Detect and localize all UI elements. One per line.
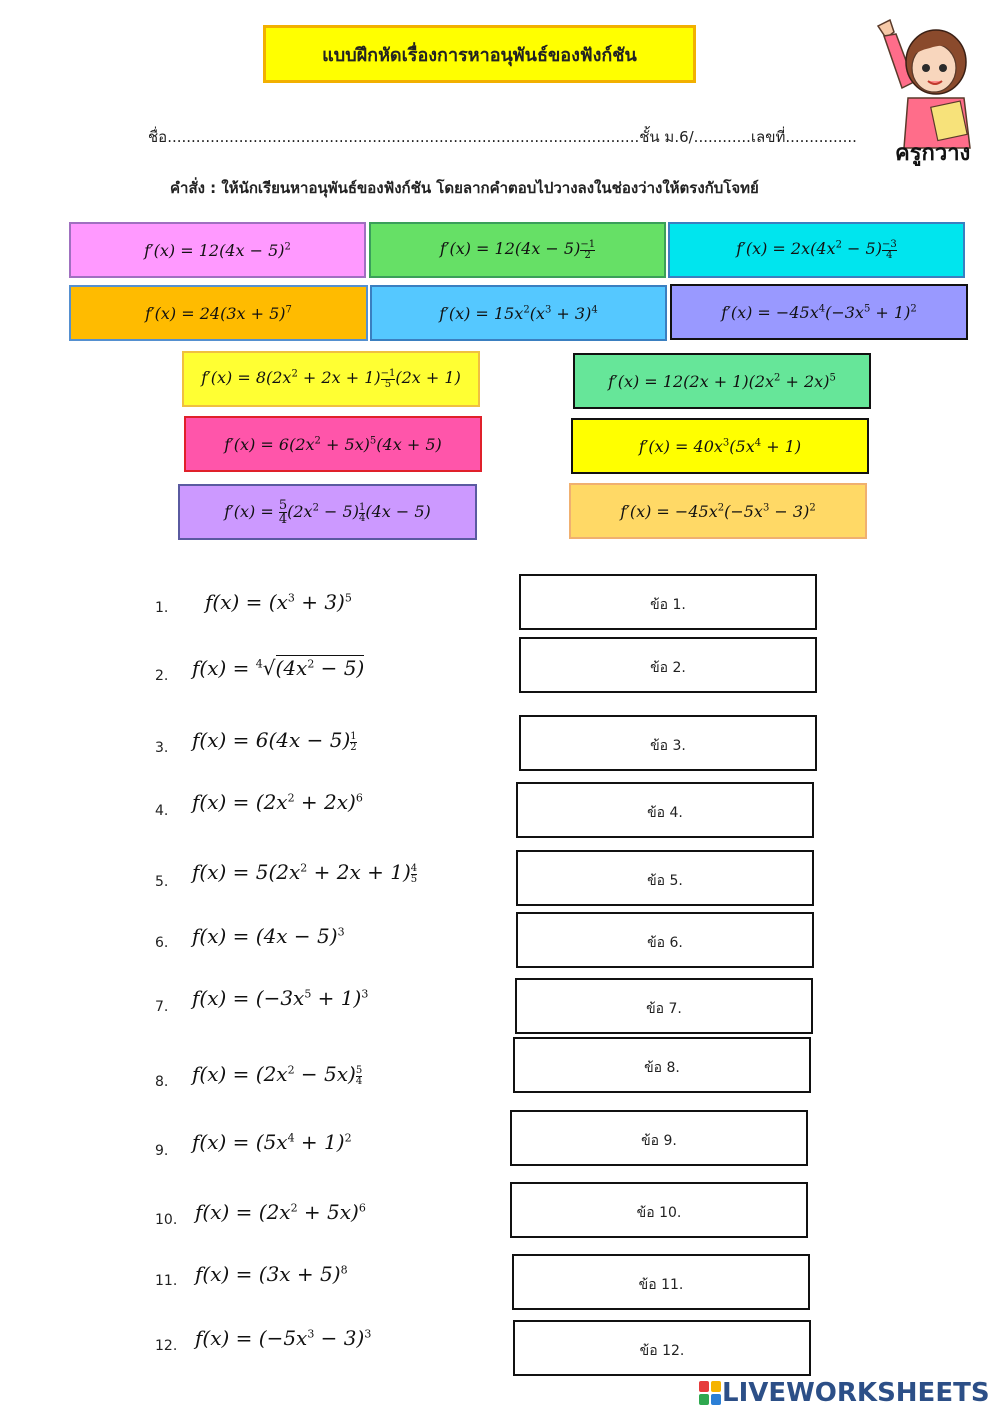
answer-drop-slot[interactable] <box>510 1110 808 1166</box>
slot-label: ข้อ 8. <box>644 1060 680 1076</box>
question-number: 11. <box>155 1273 178 1289</box>
question-number: 1. <box>155 600 169 616</box>
slot-label: ข้อ 1. <box>650 597 686 613</box>
answer-drop-slot[interactable] <box>519 715 817 771</box>
question-number: 7. <box>155 999 169 1015</box>
question-function: $f(x) = (2x^2 + 5x)^6$ <box>195 1200 366 1224</box>
answer-drop-slot[interactable] <box>510 1182 808 1238</box>
question-number: 2. <box>155 668 169 684</box>
question-function: $f(x) = (4x - 5)^3$ <box>192 924 345 948</box>
answer-drop-slot[interactable] <box>513 1037 811 1093</box>
question-function: $f(x) = (x^3 + 3)^5$ <box>205 590 352 614</box>
answer-card[interactable] <box>670 284 968 340</box>
answer-drop-slot[interactable] <box>516 912 814 968</box>
liveworksheets-logo-icon <box>698 1380 722 1406</box>
question-function: f(x) = 6(4x − 5) $\frac{1}{2}$ <box>192 728 357 754</box>
question-function: $f(x) = (2x^2 - 5x)$ $\frac{5}{4}$ <box>192 1062 363 1088</box>
question-number: 8. <box>155 1074 169 1090</box>
slot-label: ข้อ 9. <box>641 1133 677 1149</box>
answer-card-formula: f′(x) = 12(4x − 5) $\frac{-1}{2}$ <box>439 238 596 262</box>
question-function: $f(x) = (5x^4 + 1)^2$ <box>192 1130 352 1154</box>
liveworksheets-logo <box>698 1378 990 1408</box>
answer-drop-slot[interactable] <box>519 574 817 630</box>
liveworksheets-logo-text: LIVEWORKSHEETS <box>722 1378 990 1408</box>
instruction-text: คำสั่ง : ให้นักเรียนหาอนุพันธ์ของฟังก์ชัน โดยลากคำตอบไปวางลงในช่องว่างให้ตรงกับโจทย์ <box>170 179 759 197</box>
question-function: $f(x) = ^4√(4x^2 - 5)$ <box>192 656 365 680</box>
answer-card-formula: $f'(x) = 6(2x^2 + 5x)^5(4x + 5)$ <box>224 434 442 454</box>
answer-card[interactable] <box>69 222 366 278</box>
question-function: $f(x) = 5(2x^2 + 2x + 1)$ $\frac{4}{5}$ <box>192 860 418 886</box>
answer-card[interactable] <box>573 353 871 409</box>
answer-card[interactable] <box>182 351 480 407</box>
worksheet-title: แบบฝึกหัดเรื่องการหาอนุพันธ์ของฟังก์ชัน <box>263 25 696 83</box>
answer-card[interactable] <box>369 222 666 278</box>
answer-card[interactable] <box>668 222 965 278</box>
answer-card-formula: $f'(x) = 15x^2(x^3 + 3)^4$ <box>439 303 598 323</box>
answer-drop-slot[interactable] <box>515 978 813 1034</box>
name-class-number-line: ชื่อ...................................................................................................ชั้น ม.6/............เลขที่............... <box>148 128 857 146</box>
answer-card-formula: $f'(x) = -45x^4(-3x^5 + 1)^2$ <box>721 302 917 322</box>
question-function: $f(x) = (-3x^5 + 1)^3$ <box>192 986 369 1010</box>
answer-card-formula: $f'(x) = 12(2x + 1)(2x^2 + 2x)^5$ <box>608 371 836 391</box>
answer-drop-slot[interactable] <box>513 1320 811 1376</box>
slot-label: ข้อ 12. <box>639 1343 685 1359</box>
question-function: $f(x) = (3x + 5)^8$ <box>195 1262 348 1286</box>
question-number: 6. <box>155 935 169 951</box>
answer-card-formula: $f'(x) = 12(4x - 5)^2$ <box>144 240 291 260</box>
answer-card-formula: f′(x) = $\frac{5}{4}$ $(2x^2 - 5)$ $\frac{1}{4}$ (4x − 5) <box>224 497 431 527</box>
slot-label: ข้อ 10. <box>636 1205 682 1221</box>
answer-card[interactable] <box>569 483 867 539</box>
answer-drop-slot[interactable] <box>516 782 814 838</box>
answer-card-formula: $f'(x) = -45x^2(-5x^3 - 3)^2$ <box>620 501 816 521</box>
answer-card-formula: $f'(x) = 24(3x + 5)^7$ <box>145 303 292 323</box>
slot-label: ข้อ 4. <box>647 805 683 821</box>
answer-card-formula: $f'(x) = 2x(4x^2 - 5)$ $\frac{-3}{4}$ <box>736 238 897 262</box>
answer-card[interactable] <box>178 484 477 540</box>
question-number: 4. <box>155 803 169 819</box>
slot-label: ข้อ 11. <box>638 1277 684 1293</box>
answer-card[interactable] <box>571 418 869 474</box>
slot-label: ข้อ 6. <box>647 935 683 951</box>
teacher-name-label: ครูกวาง <box>895 141 971 166</box>
question-number: 3. <box>155 740 169 756</box>
question-function: $f(x) = (-5x^3 - 3)^3$ <box>195 1326 372 1350</box>
answer-card[interactable] <box>184 416 482 472</box>
question-function: $f(x) = (2x^2 + 2x)^6$ <box>192 790 363 814</box>
answer-drop-slot[interactable] <box>516 850 814 906</box>
answer-card[interactable] <box>69 285 368 341</box>
answer-drop-slot[interactable] <box>519 637 817 693</box>
slot-label: ข้อ 5. <box>647 873 683 889</box>
question-number: 9. <box>155 1143 169 1159</box>
answer-card[interactable] <box>370 285 667 341</box>
question-number: 10. <box>155 1212 178 1228</box>
answer-card-formula: $f'(x) = 8(2x^2 + 2x + 1)$ $\frac{-1}{5}$ (2x + 1) <box>201 367 461 391</box>
answer-drop-slot[interactable] <box>512 1254 810 1310</box>
question-number: 5. <box>155 874 169 890</box>
slot-label: ข้อ 3. <box>650 738 686 754</box>
answer-card-formula: $f'(x) = 40x^3(5x^4 + 1)$ <box>638 436 802 456</box>
slot-label: ข้อ 7. <box>646 1001 682 1017</box>
question-number: 12. <box>155 1338 178 1354</box>
slot-label: ข้อ 2. <box>650 660 686 676</box>
